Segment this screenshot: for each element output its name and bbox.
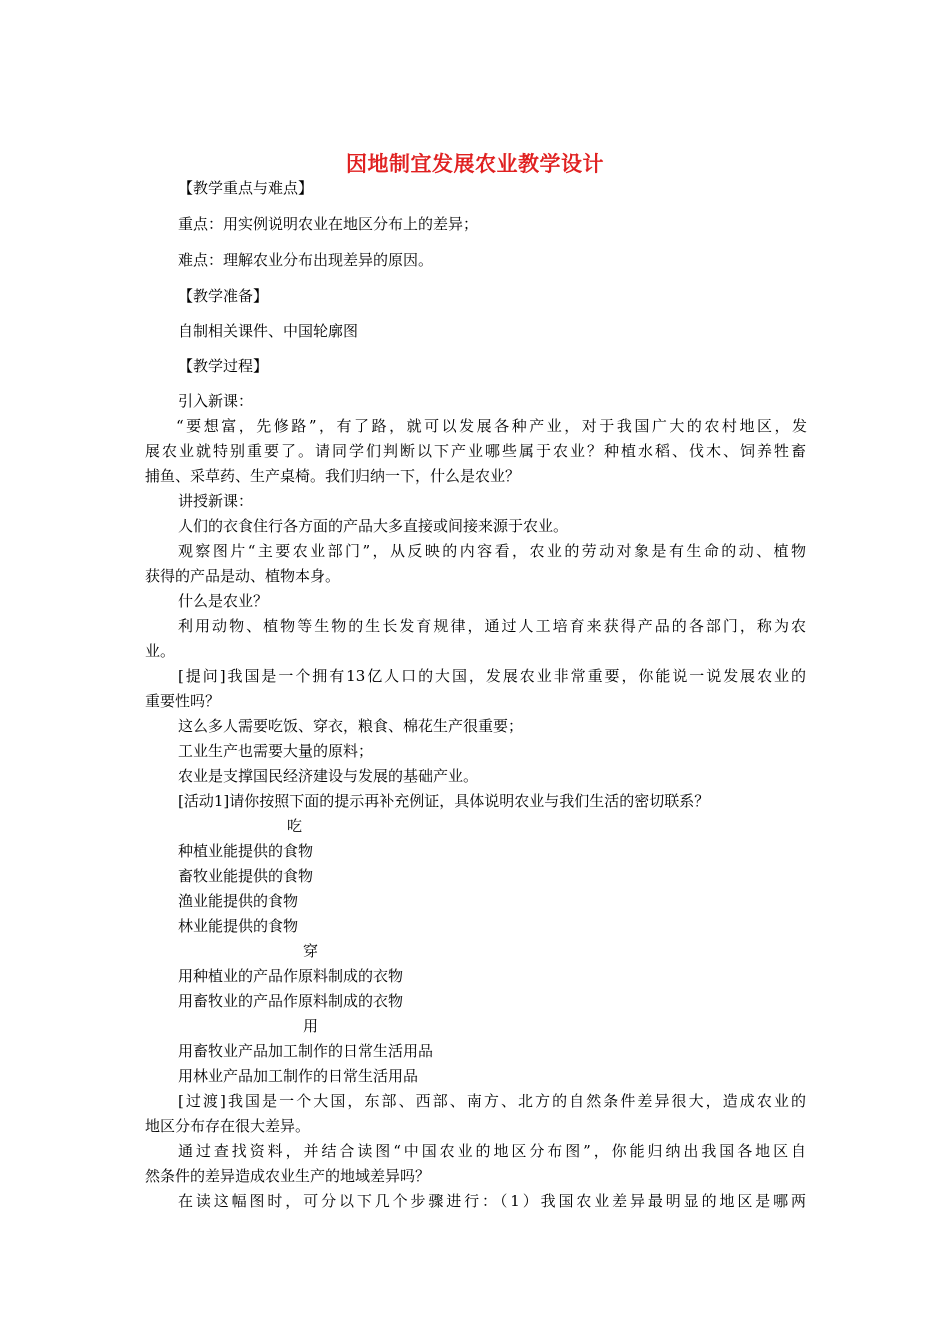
list-item: 渔业能提供的食物 <box>178 892 299 910</box>
text-line: 捕鱼、采草药、生产桌椅。我们归纳一下，什么是农业？ <box>145 467 521 485</box>
subheading-eat: 吃 <box>287 817 303 835</box>
text-line: 重要性吗？ <box>145 692 221 710</box>
text-line: 工业生产也需要大量的原料； <box>178 742 374 760</box>
text-line: 这么多人需要吃饭、穿衣，粮食、棉花生产很重要； <box>178 717 524 735</box>
text-line: 观察图片“主要农业部门”，从反映的内容看，农业的劳动对象是有生命的动、植物 <box>178 542 806 560</box>
text-line: [过渡]我国是一个大国，东部、西部、南方、北方的自然条件差异很大，造成农业的 <box>178 1092 806 1110</box>
subheading-wear: 穿 <box>303 942 319 960</box>
heading-key-points: 【教学重点与难点】 <box>178 179 314 197</box>
text-line: 引入新课： <box>178 392 254 410</box>
heading-process: 【教学过程】 <box>178 357 269 375</box>
list-item: 用畜牧业产品加工制作的日常生活用品 <box>178 1042 434 1060</box>
text-line: 利用动物、植物等生物的生长发育规律，通过人工培育来获得产品的各部门，称为农 <box>178 617 806 635</box>
text-line: 农业是支撑国民经济建设与发展的基础产业。 <box>178 767 479 785</box>
text-line: 重点：用实例说明农业在地区分布上的差异； <box>178 215 479 233</box>
text-line: 讲授新课： <box>178 492 254 510</box>
text-line: “要想富，先修路”，有了路，就可以发展各种产业，对于我国广大的农村地区，发 <box>176 417 807 435</box>
list-item: 用种植业的产品作原料制成的衣物 <box>178 967 404 985</box>
text-line: 难点：理解农业分布出现差异的原因。 <box>178 251 434 269</box>
text-line: 地区分布存在很大差异。 <box>145 1117 311 1135</box>
heading-preparation: 【教学准备】 <box>178 287 269 305</box>
text-line: 人们的衣食住行各方面的产品大多直接或间接来源于农业。 <box>178 517 569 535</box>
text-line: 业。 <box>145 642 176 660</box>
text-line: 获得的产品是动、植物本身。 <box>145 567 341 585</box>
list-item: 林业能提供的食物 <box>178 917 299 935</box>
document-title: 因地制宜发展农业教学设计 <box>346 152 604 176</box>
text-line: 通过查找资料，并结合读图“中国农业的地区分布图”，你能归纳出我国各地区自 <box>178 1142 806 1160</box>
text-line: 然条件的差异造成农业生产的地域差异吗？ <box>145 1167 431 1185</box>
text-line: 什么是农业？ <box>178 592 269 610</box>
subheading-use: 用 <box>303 1017 319 1035</box>
text-line: [提问]我国是一个拥有13亿人口的大国，发展农业非常重要，你能说一说发展农业的 <box>178 667 806 685</box>
list-item: 种植业能提供的食物 <box>178 842 314 860</box>
text-line: 在读这幅图时，可分以下几个步骤进行：（1）我国农业差异最明显的地区是哪两 <box>178 1192 806 1210</box>
list-item: 畜牧业能提供的食物 <box>178 867 314 885</box>
text-line: [活动1]请你按照下面的提示再补充例证，具体说明农业与我们生活的密切联系？ <box>178 792 710 810</box>
list-item: 用畜牧业的产品作原料制成的衣物 <box>178 992 404 1010</box>
list-item: 用林业产品加工制作的日常生活用品 <box>178 1067 419 1085</box>
text-line: 展农业就特别重要了。请同学们判断以下产业哪些属于农业？种植水稻、伐木、饲养牲畜 <box>145 442 806 460</box>
text-line: 自制相关课件、中国轮廓图 <box>178 322 359 340</box>
